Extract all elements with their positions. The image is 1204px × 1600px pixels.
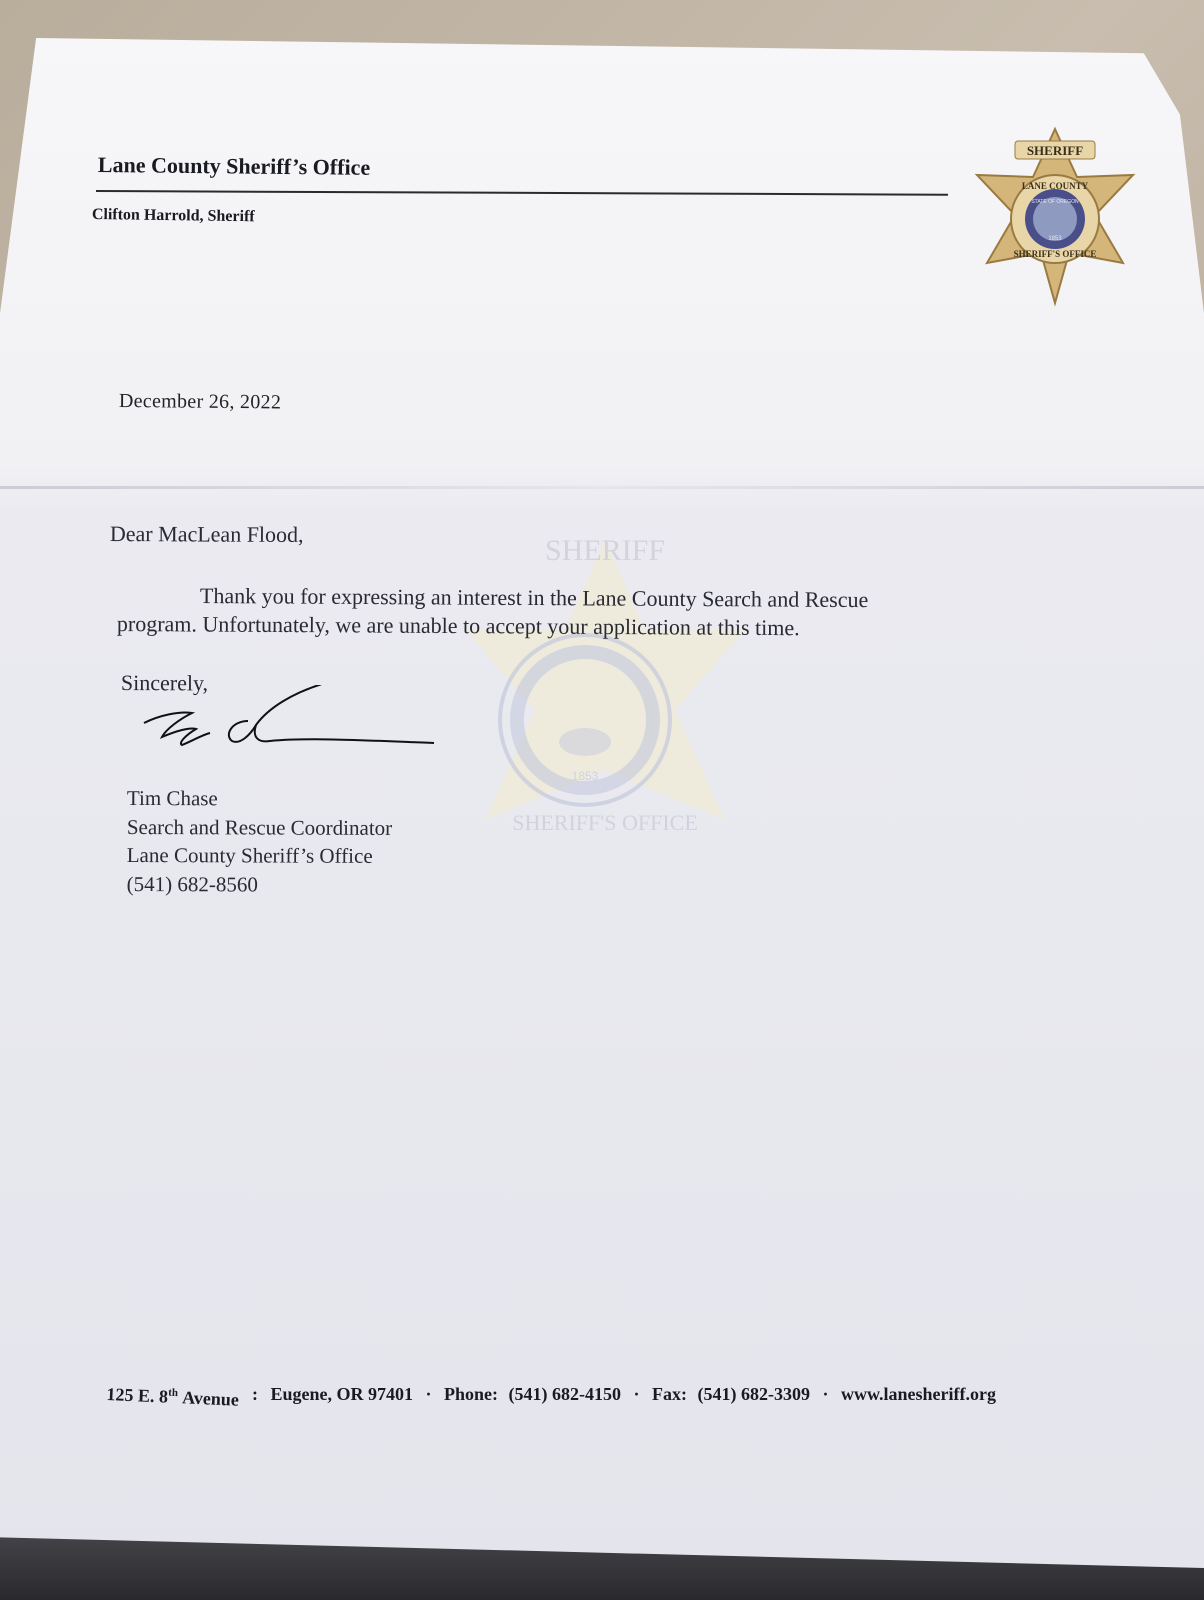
watermark-bottom-text: SHERIFF'S OFFICE (512, 810, 698, 835)
letter-salutation: Dear MacLean Flood, (109, 521, 304, 548)
footer-fax: (541) 682-3309 (697, 1384, 810, 1404)
letterhead-office-name: Lane County Sheriff’s Office (97, 152, 371, 180)
signer-office: Lane County Sheriff’s Office (126, 842, 373, 868)
letter-closing: Sincerely, (120, 670, 209, 696)
footer-separator: · (633, 1384, 640, 1404)
signature-mark (140, 685, 450, 765)
sheriff-badge-icon (955, 125, 1155, 315)
footer-fax-label: Fax: (652, 1384, 687, 1404)
letter-date: December 26, 2022 (118, 390, 282, 414)
watermark-year-text: 1853 (571, 769, 599, 783)
badge-top-text: SHERIFF (1026, 143, 1084, 158)
letter-paragraph-line-2: program. Unfortunately, we are unable to accept your application at this time. (116, 611, 800, 641)
watermark-top-text: SHERIFF (544, 534, 666, 567)
watermark-badge-icon (425, 520, 785, 940)
badge-year-text: 1853 (1048, 236, 1062, 242)
paper-fold-line (0, 486, 1204, 489)
signer-name: Tim Chase (126, 786, 218, 811)
footer-separator: : (251, 1384, 258, 1404)
footer-separator: · (425, 1384, 432, 1404)
footer-separator: · (822, 1384, 829, 1404)
signer-title: Search and Rescue Coordinator (126, 814, 393, 840)
badge-state-text: STATE OF OREGON (1031, 199, 1079, 205)
letter-paragraph-line-1: Thank you for expressing an interest in the Lane County Search and Rescue (199, 583, 869, 613)
signer-phone: (541) 682-8560 (126, 871, 258, 896)
footer-website: www.lanesheriff.org (841, 1384, 996, 1404)
footer-address-street: Avenue (181, 1387, 240, 1410)
footer-city: Eugene, OR 97401 (270, 1384, 413, 1404)
footer-address-number: 125 E. 8 (106, 1384, 169, 1407)
footer-address-suffix: th (167, 1386, 179, 1400)
letterhead-footer (106, 1384, 1147, 1410)
letterhead-sheriff-name: Clifton Harrold, Sheriff (91, 206, 255, 226)
badge-ring-text: LANE COUNTY (1021, 181, 1089, 191)
footer-phone-label: Phone: (444, 1384, 498, 1404)
badge-bottom-text: SHERIFF'S OFFICE (1013, 249, 1097, 259)
footer-phone: (541) 682-4150 (508, 1384, 621, 1404)
signature-block (127, 784, 393, 899)
